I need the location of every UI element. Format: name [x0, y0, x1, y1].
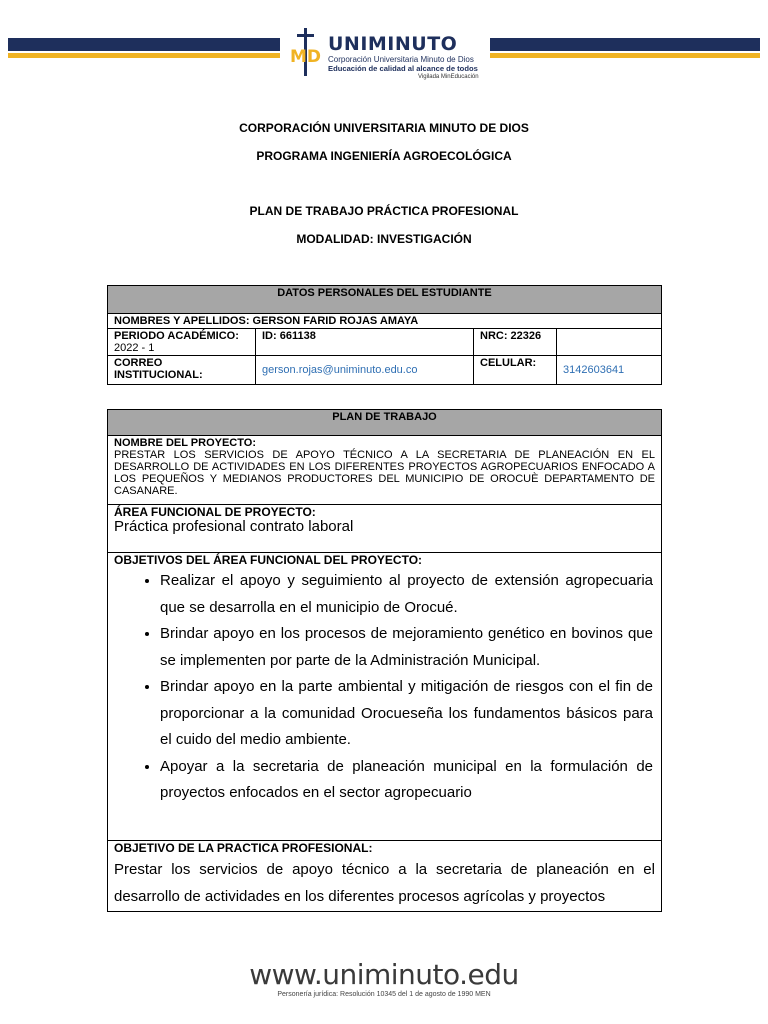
- brand-name: UNIMINUTO: [328, 33, 458, 55]
- area-cell: [108, 505, 662, 553]
- period-cell: [108, 329, 256, 356]
- empty-cell: [557, 329, 662, 356]
- brand-line-3: Vigilada MinEducación: [418, 74, 479, 80]
- objective-item: • Brindar apoyo en los procesos de mejoramiento genético en bovinos que se implementen por parte de la Administración Municipal.: [160, 621, 655, 674]
- objectives-cell: [108, 553, 662, 841]
- title-institution: CORPORACIÓN UNIVERSITARIA MINUTO DE DIOS: [239, 121, 529, 135]
- student-id: ID: 661138: [256, 329, 474, 356]
- svg-text:MD: MD: [290, 47, 322, 67]
- phone-label: CELULAR:: [474, 356, 557, 385]
- header-band-left: [8, 38, 280, 58]
- period-value: 2022 - 1: [114, 342, 155, 354]
- brand-line-2: Educación de calidad al alcance de todos: [328, 64, 478, 73]
- student-names: NOMBRES Y APELLIDOS: GERSON FARID ROJAS AMAYA: [108, 314, 662, 329]
- logo-mark-icon: [288, 28, 328, 78]
- phone-link[interactable]: 3142603641: [563, 364, 625, 376]
- header-band-right: [490, 38, 760, 58]
- footer-legal: Personería jurídica: Resolución 10345 del 1 de agosto de 1990 MEN: [277, 991, 491, 998]
- email-link[interactable]: gerson.rojas@uniminuto.edu.co: [262, 364, 418, 376]
- area-label: ÁREA FUNCIONAL DE PROYECTO:: [114, 505, 316, 519]
- objective-item: • Realizar el apoyo y seguimiento al proyecto de extensión agropecuaria que se desarrolla en el municipio de Orocué.: [160, 568, 655, 621]
- practice-value: Prestar los servicios de apoyo técnico a la secretaria de planeación en el desarrollo de actividades en los diferentes procesos agrícolas y proyectos: [114, 861, 655, 905]
- practice-label: OBJETIVO DE LA PRACTICA PROFESIONAL:: [114, 841, 373, 855]
- objective-item: • Brindar apoyo en la parte ambiental y mitigación de riesgos con el fin de proporcionar a la comunidad Orocueseña los fundamentos básicos para el cuido del medio ambiente.: [160, 674, 655, 754]
- student-data-table: [107, 285, 662, 385]
- title-plan: PLAN DE TRABAJO PRÁCTICA PROFESIONAL: [249, 204, 519, 218]
- objective-item: • Apoyar a la secretaria de planeación municipal en la formulación de proyectos enfocados en el sector agropecuario: [160, 754, 655, 807]
- email-label: CORREO INSTITUCIONAL:: [108, 356, 256, 385]
- student-nrc: NRC: 22326: [474, 329, 557, 356]
- title-modality: MODALIDAD: INVESTIGACIÓN: [296, 232, 472, 246]
- plan-table-header: PLAN DE TRABAJO: [108, 410, 662, 436]
- project-cell: [108, 436, 662, 505]
- objectives-list: [114, 568, 655, 807]
- uniminuto-logo: [288, 22, 488, 86]
- work-plan-table: [107, 409, 662, 912]
- footer-url[interactable]: www.uniminuto.edu: [249, 958, 519, 991]
- area-value: Práctica profesional contrato laboral: [114, 518, 354, 535]
- brand-line-1: Corporación Universitaria Minuto de Dios: [328, 55, 474, 64]
- title-program: PROGRAMA INGENIERÍA AGROECOLÓGICA: [256, 149, 512, 163]
- objectives-label: OBJETIVOS DEL ÁREA FUNCIONAL DEL PROYECTO:: [114, 553, 423, 567]
- project-label: NOMBRE DEL PROYECTO:: [114, 437, 256, 449]
- practice-cell: [108, 841, 662, 912]
- student-table-header: DATOS PERSONALES DEL ESTUDIANTE: [108, 286, 662, 314]
- project-value: PRESTAR LOS SERVICIOS DE APOYO TÉCNICO A LA SECRETARIA DE PLANEACIÓN EN EL DESARROLLO DE ACTIVIDADES EN LOS DIFERENTES PROYECTOS AGROPECUARIOS ENFOCADO A LOS PEQUEÑOS Y MEDIANOS PRODUCTORES DEL MUNICIPIO DE OROCUÈ DEPARTAMENTO DE CASANARE.: [114, 449, 655, 497]
- period-label: PERIODO ACADÉMICO:: [114, 330, 239, 342]
